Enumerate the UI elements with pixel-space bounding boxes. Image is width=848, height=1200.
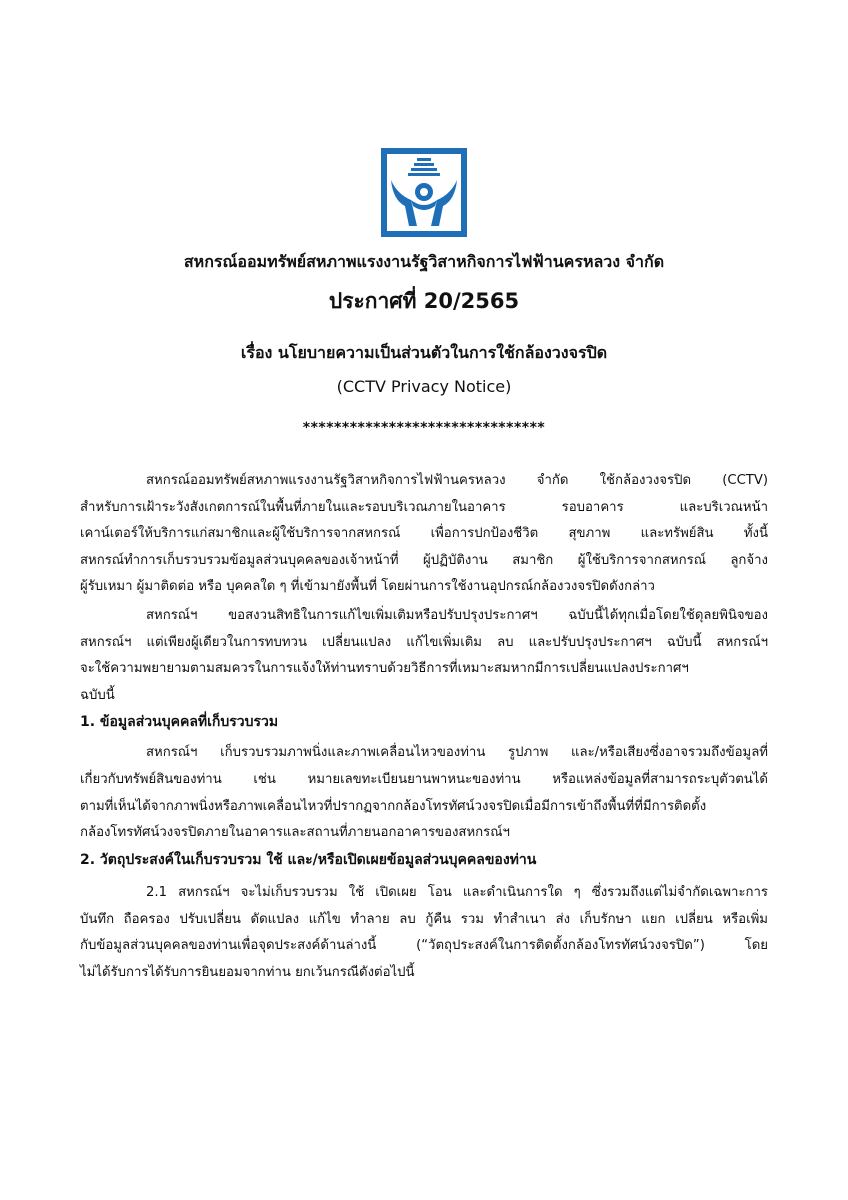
paragraph-line: สหกรณ์ทำการเก็บรวบรวมข้อมูลส่วนบุคคลของเจ้าหน้าที่ ผู้ปฏิบัติงาน สมาชิก ผู้ใช้บริการจากสหกรณ์ ลูกจ้าง	[80, 553, 768, 568]
organization-title: สหกรณ์ออมทรัพย์สหภาพแรงงานรัฐวิสาหกิจการไฟฟ้านครหลวง จำกัด	[183, 252, 665, 271]
paragraph-line: สำหรับการเฝ้าระวังสังเกตการณ์ในพื้นที่ภายในและรอบบริเวณภายในอาคาร รอบอาคาร และบริเวณหน้า	[80, 500, 768, 515]
paragraph-line: กล้องโทรทัศน์วงจรปิดภายในอาคารและสถานที่ภายนอกอาคารของสหกรณ์ฯ	[80, 825, 510, 840]
section-1-heading: 1. ข้อมูลส่วนบุคคลที่เก็บรวบรวม	[80, 714, 279, 730]
announcement-number: ประกาศที่ 20/2565	[328, 289, 520, 313]
cooperative-logo-icon	[381, 148, 467, 237]
announcement-subject: เรื่อง นโยบายความเป็นส่วนตัวในการใช้กล้องวงจรปิด	[240, 343, 608, 362]
paragraph-line: 2.1 สหกรณ์ฯ จะไม่เก็บรวบรวม ใช้ เปิดเผย โอน และดำเนินการใด ๆ ซึ่งรวมถึงแต่ไม่จำกัดเฉพาะการ	[146, 885, 768, 900]
section-2-heading: 2. วัตถุประสงค์ในเก็บรวบรวม ใช้ และ/หรือเปิดเผยข้อมูลส่วนบุคคลของท่าน	[80, 852, 537, 868]
paragraph-line: ฉบับนี้	[80, 688, 115, 703]
paragraph-line: กับข้อมูลส่วนบุคคลของท่านเพื่อจุดประสงค์ด้านล่างนี้ (“วัตถุประสงค์ในการติดตั้งกล้องโทรทัศน์วงจรปิด”) โดย	[80, 938, 768, 953]
paragraph-line: บันทึก ถือครอง ปรับเปลี่ยน ดัดแปลง แก้ไข ทำลาย ลบ กู้คืน รวม ทำสำเนา ส่ง เก็บรักษา แยก เปลี่ยน หรือเพิ่ม	[80, 912, 768, 927]
paragraph-line: ไม่ได้รับการได้รับการยินยอมจากท่าน ยกเว้นกรณีดังต่อไปนี้	[80, 965, 415, 980]
paragraph-line: จะใช้ความพยายามตามสมควรในการแจ้งให้ท่านทราบด้วยวิธีการที่เหมาะสมหากมีการเปลี่ยนแปลงประกาศฯ	[80, 661, 689, 676]
paragraph-line: ตามที่เห็นได้จากภาพนิ่งหรือภาพเคลื่อนไหวที่ปรากฏจากกล้องโทรทัศน์วงจรปิดเมื่อมีการเข้าถึงพื้นที่ที่มีการติดตั้ง	[80, 799, 707, 814]
paragraph-line: สหกรณ์ฯ เก็บรวบรวมภาพนิ่งและภาพเคลื่อนไหวของท่าน รูปภาพ และ/หรือเสียงซึ่งอาจรวมถึงข้อมูลที่	[146, 745, 768, 760]
paragraph-line: สหกรณ์ฯ แต่เพียงผู้เดียวในการทบทวน เปลี่ยนแปลง แก้ไขเพิ่มเติม ลบ และปรับปรุงประกาศฯ ฉบับนี้ สหกรณ์ฯ	[80, 635, 768, 650]
paragraph-line: เคาน์เตอร์ให้บริการแก่สมาชิกและผู้ใช้บริการจากสหกรณ์ เพื่อการปกป้องชีวิต สุขภาพ และทรัพย์สิน ทั้งนี้	[80, 526, 768, 541]
announcement-subject-english: (CCTV Privacy Notice)	[336, 377, 512, 396]
paragraph-line: สหกรณ์ออมทรัพย์สหภาพแรงงานรัฐวิสาหกิจการไฟฟ้านครหลวง จำกัด ใช้กล้องวงจรปิด (CCTV)	[146, 473, 768, 488]
paragraph-line: ผู้รับเหมา ผู้มาติดต่อ หรือ บุคคลใด ๆ ที่เข้ามายังพื้นที่ โดยผ่านการใช้งานอุปกรณ์กล้องวงจรปิดดังกล่าว	[80, 579, 655, 594]
paragraph-line: เกี่ยวกับทรัพย์สินของท่าน เช่น หมายเลขทะเบียนยานพาหนะของท่าน หรือแหล่งข้อมูลที่สามารถระบุตัวตนได้	[80, 772, 768, 787]
separator: *******************************	[302, 420, 546, 436]
paragraph-line: สหกรณ์ฯ ขอสงวนสิทธิในการแก้ไขเพิ่มเติมหรือปรับปรุงประกาศฯ ฉบับนี้ได้ทุกเมื่อโดยใช้ดุลยพินิจของ	[146, 608, 768, 623]
